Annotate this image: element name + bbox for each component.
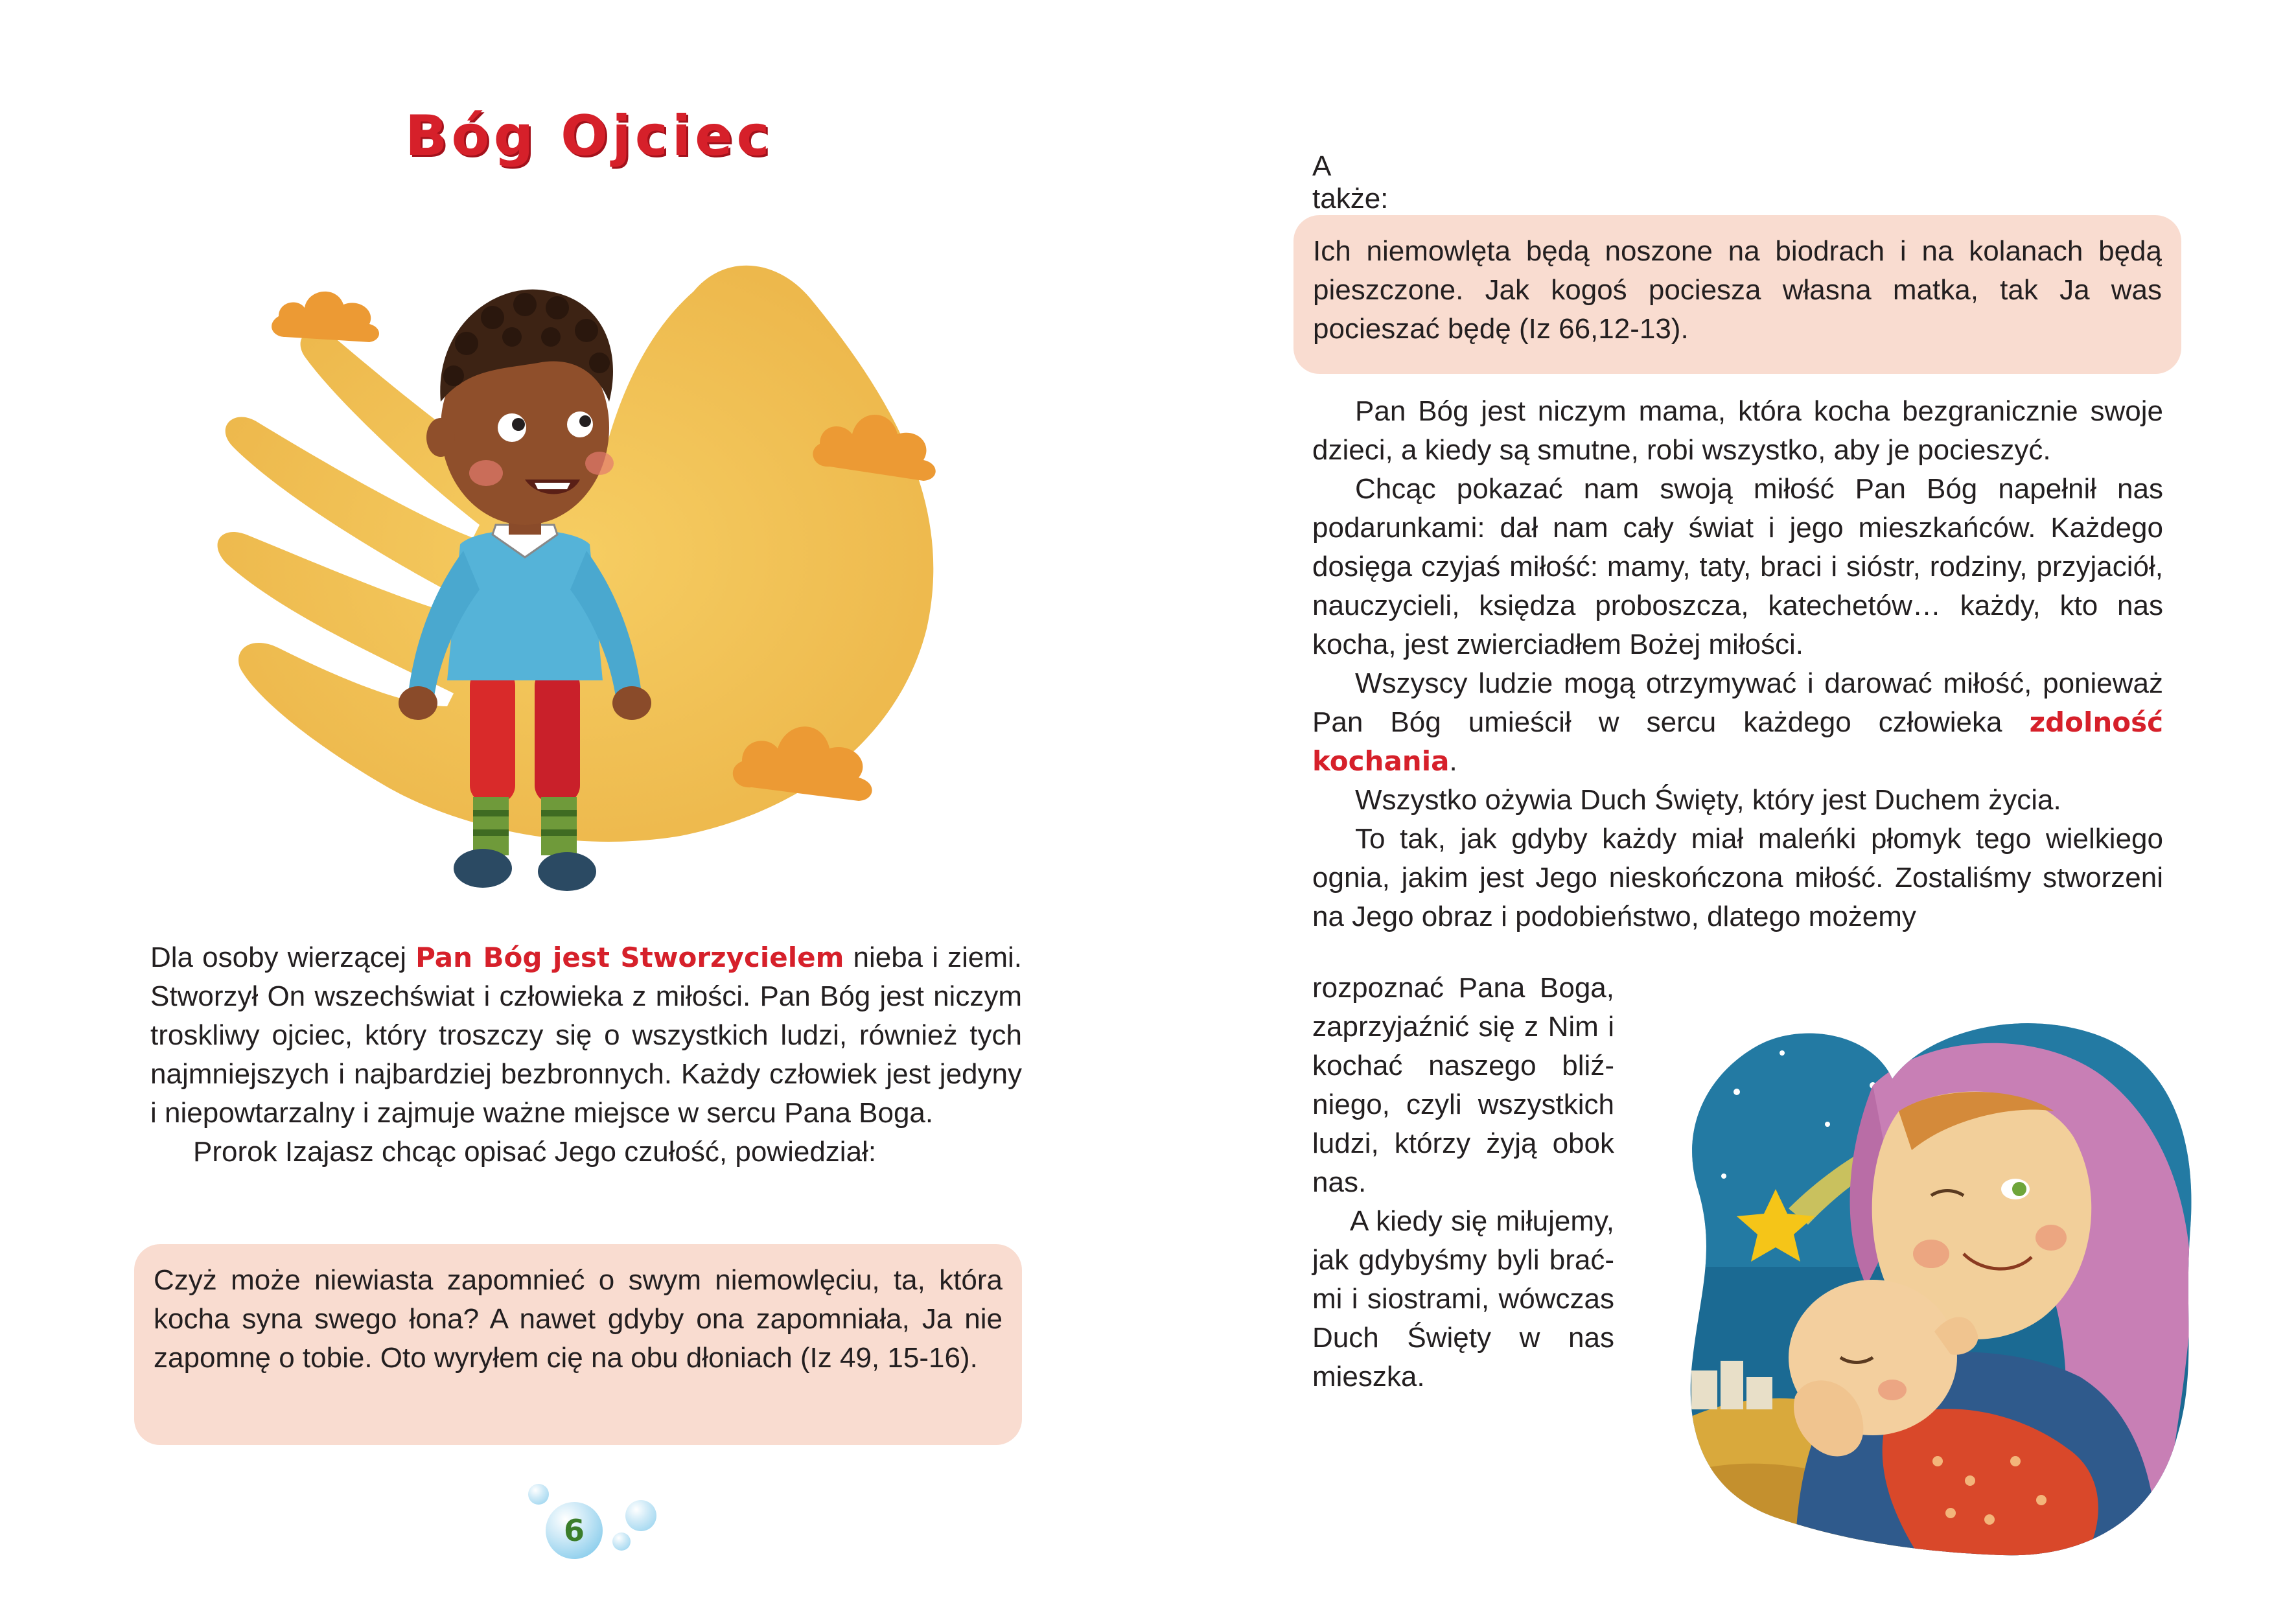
text-span: Dla osoby wierzącej	[150, 942, 416, 973]
text-span: nieba i ziemi. Stworzył On wszechświat i człowieka z miłości. Pan Bóg jest niczym troskliwy ojciec, który troszczy się o wszystkich ludzi, również tych najmniejszych i najbardziej bezbronnych. Każdy człowiek jest jedyny i niepowtarzalny i zajmuje ważne miejsce w sercu Pana Boga.	[150, 942, 1023, 1129]
paragraph: rozpoznać Pana Boga, zaprzyjaźnić się z Nim i kochać naszego bliźniego, czyli wszystkich ludzi, którzy żyją obok nas.	[1312, 972, 1614, 1198]
paragraph: A kiedy się miłujemy, jak gdybyśmy byli braćmi i siostrami, wówczas Duch Święty w nas mieszka.	[1312, 1205, 1614, 1393]
right-body-text	[1312, 392, 2163, 936]
paragraph: Pan Bóg jest niczym mama, która kocha bezgranicznie swoje dzieci, a kiedy są smutne, robi wszystko, aby je pocieszyć.	[1312, 395, 2163, 466]
right-narrow-text	[1312, 969, 1614, 1396]
quote-box: Czyż może niewiasta zapomnieć o swym niemowlęciu, ta, która kocha syna swego łona? A nawet gdyby ona zapomniała, Ja nie zapomnę o tobie. Oto wyryłem cię na obu dłoniach (Iz 49, 15-16).	[134, 1244, 1022, 1445]
text-span: Wszyscy ludzie mogą otrzymywać i darować miłość, ponieważ Pan Bóg umieścił w sercu każdego człowieka	[1312, 667, 2163, 738]
paragraph: Chcąc pokazać nam swoją miłość Pan Bóg napełnił nas podarunkami: dał nam cały świat i jego mieszkańców. Każdego dosięga czyjaś miłość: mamy, taty, braci i sióstr, rodziny, przyjaciół, nauczycieli, księdza proboszcza, katechetów… każdy, kto nas kocha, jest zwierciadłem Bożej miłości.	[1312, 473, 2163, 660]
paragraph: Wszystko ożywia Duch Święty, który jest Duchem życia.	[1355, 784, 2061, 816]
mother-and-baby-illustration	[1678, 1008, 2203, 1565]
paragraph	[1312, 664, 2163, 781]
paragraph: To tak, jak gdyby każdy miał maleńki płomyk tego wielkiego ognia, jakim jest Jego nieskończona miłość. Zostaliśmy stworzeni na Jego obraz i podobieństwo, dlatego możemy	[1312, 823, 2163, 932]
highlight-creator: Pan Bóg jest Stworzycielem	[415, 942, 844, 973]
paragraph: Prorok Izajasz chcąc opisać Jego czułość, powiedział:	[193, 1136, 877, 1168]
page-title: Bóg Ojciec	[405, 104, 774, 168]
intro-text: A także:	[1312, 150, 1389, 214]
text-span: .	[1449, 745, 1457, 777]
quote-box: Ich niemowlęta będą noszone na biodrach i na kolanach będą pieszczone. Jak kogoś pociesza własna matka, tak Ja was pocieszać będę (Iz 66,12-13).	[1293, 215, 2181, 374]
highlight-love: zdolność kochania	[1312, 706, 2163, 777]
page-number: 6	[546, 1502, 603, 1559]
